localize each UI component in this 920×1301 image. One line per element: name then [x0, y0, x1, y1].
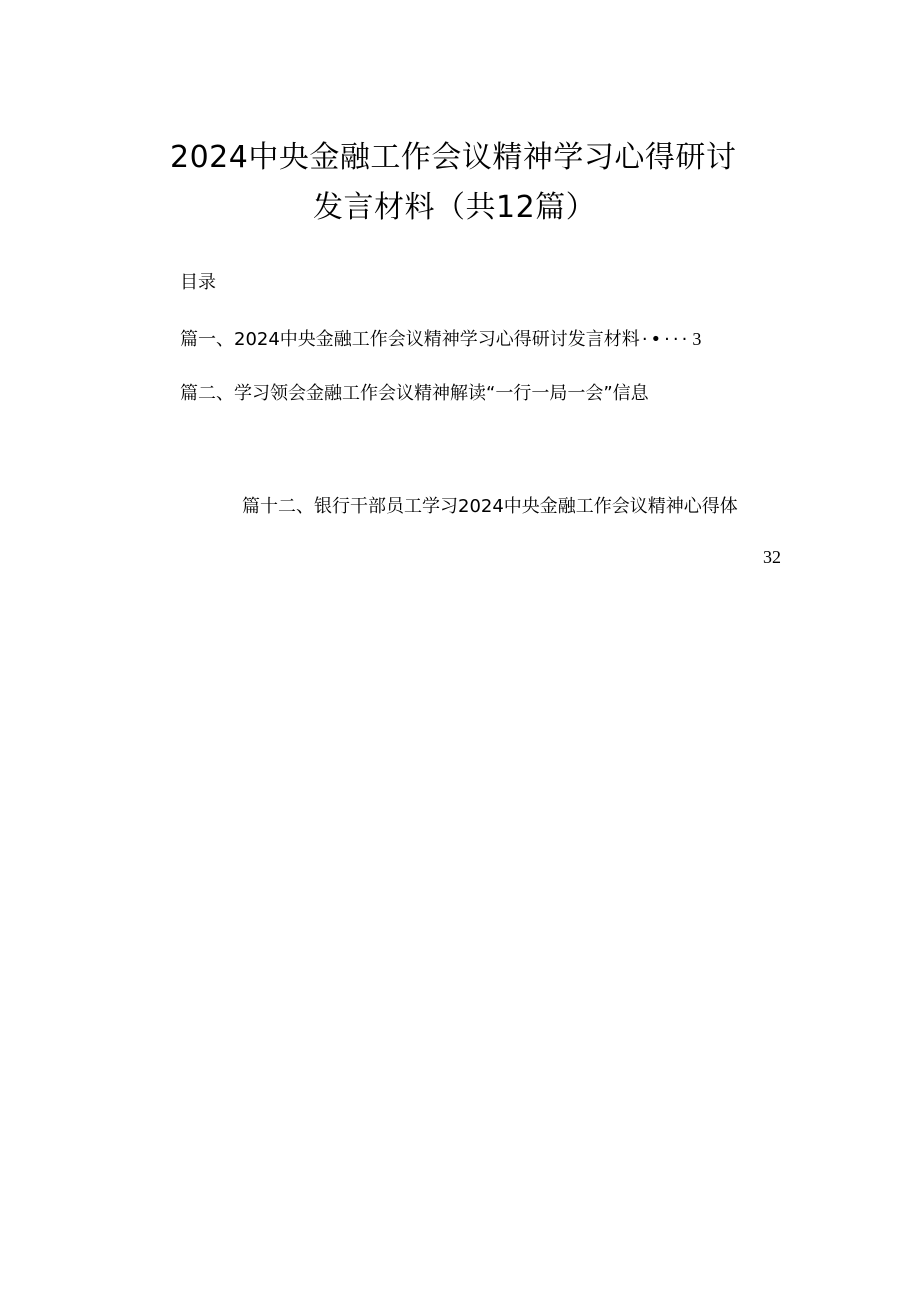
- document-title-line-2: 发言材料（共12篇）: [313, 190, 597, 225]
- toc-dot-leader: ·•···: [641, 329, 691, 350]
- toc-entry-text: 篇二、学习领会金融工作会议精神解读“一行一局一会”信息: [180, 383, 649, 404]
- document-title-line-1: 2024中央金融工作会议精神学习心得研讨: [170, 140, 737, 175]
- toc-entry-text: 篇一、2024中央金融工作会议精神学习心得研讨发言材料: [180, 329, 640, 350]
- toc-entry-text: 篇十二、银行干部员工学习2024中央金融工作会议精神心得体: [242, 496, 738, 517]
- toc-page-number: 32: [763, 547, 781, 567]
- toc-page-number: 3: [692, 329, 702, 349]
- toc-entry[interactable]: [242, 494, 738, 520]
- toc-entry[interactable]: [180, 326, 701, 353]
- toc-entry[interactable]: [180, 381, 649, 407]
- toc-heading: 目录: [180, 272, 216, 293]
